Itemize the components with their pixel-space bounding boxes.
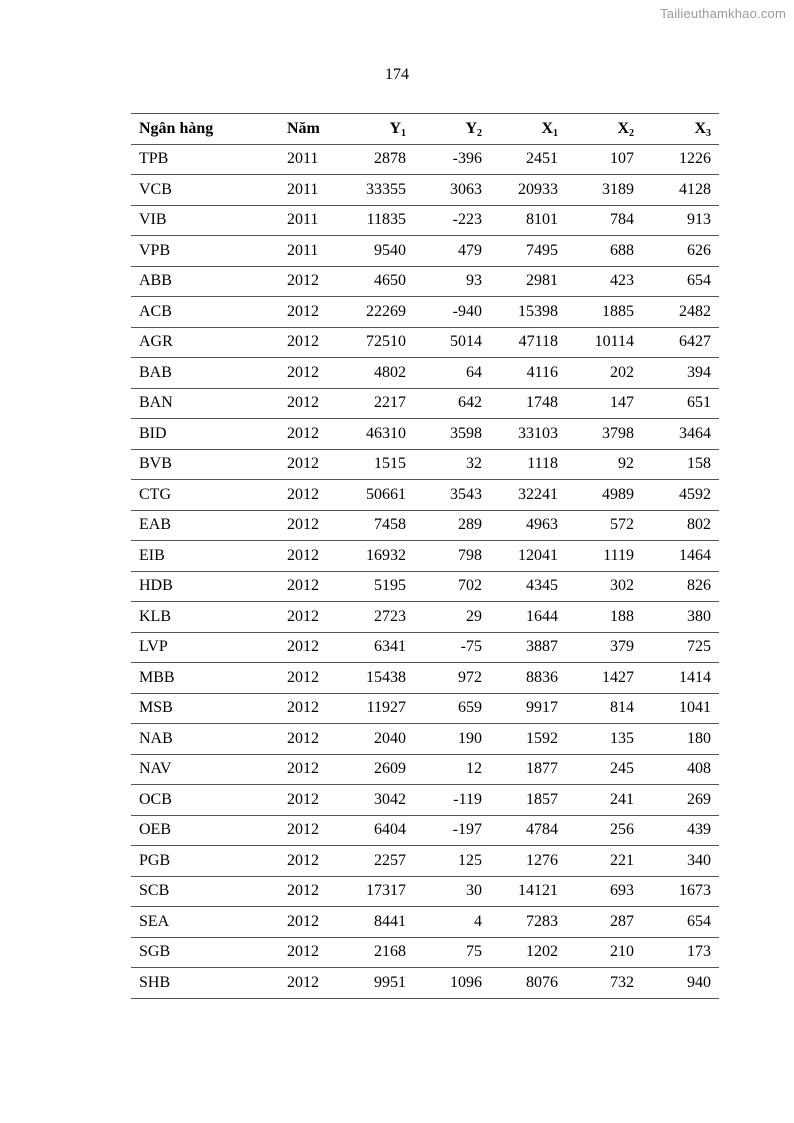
cell-x3: 802 — [642, 510, 719, 541]
cell-x2: 688 — [566, 236, 642, 267]
cell-x3: 380 — [642, 602, 719, 633]
cell-y1: 33355 — [329, 175, 414, 206]
cell-bank: BAB — [131, 358, 254, 389]
table-row — [131, 815, 719, 846]
cell-y2: 4 — [414, 907, 490, 938]
cell-x3: 173 — [642, 937, 719, 968]
cell-x3: 4592 — [642, 480, 719, 511]
cell-bank: LVP — [131, 632, 254, 663]
header-x3-sub: 3 — [706, 127, 711, 139]
cell-bank: VPB — [131, 236, 254, 267]
cell-y2: 75 — [414, 937, 490, 968]
cell-x1: 1644 — [490, 602, 566, 633]
cell-y1: 4650 — [329, 266, 414, 297]
header-y2-sub: 2 — [477, 127, 482, 139]
cell-y1: 2609 — [329, 754, 414, 785]
cell-x3: 654 — [642, 266, 719, 297]
cell-bank: VIB — [131, 205, 254, 236]
cell-year: 2012 — [254, 449, 329, 480]
cell-x3: 913 — [642, 205, 719, 236]
header-y1 — [329, 114, 414, 145]
table-row — [131, 175, 719, 206]
table-row — [131, 327, 719, 358]
table-body — [131, 144, 719, 998]
table-row — [131, 144, 719, 175]
cell-y1: 46310 — [329, 419, 414, 450]
cell-bank: ACB — [131, 297, 254, 328]
cell-x1: 2981 — [490, 266, 566, 297]
cell-x1: 15398 — [490, 297, 566, 328]
cell-x2: 4989 — [566, 480, 642, 511]
cell-bank: EIB — [131, 541, 254, 572]
cell-x2: 135 — [566, 724, 642, 755]
table-row — [131, 693, 719, 724]
cell-x2: 1119 — [566, 541, 642, 572]
cell-year: 2012 — [254, 266, 329, 297]
cell-y1: 2040 — [329, 724, 414, 755]
cell-y2: 3598 — [414, 419, 490, 450]
table-row — [131, 754, 719, 785]
cell-y2: 64 — [414, 358, 490, 389]
cell-x3: 269 — [642, 785, 719, 816]
cell-y2: -223 — [414, 205, 490, 236]
cell-y2: 5014 — [414, 327, 490, 358]
cell-x3: 3464 — [642, 419, 719, 450]
cell-x3: 340 — [642, 846, 719, 877]
cell-x1: 1877 — [490, 754, 566, 785]
cell-x3: 6427 — [642, 327, 719, 358]
cell-x1: 4963 — [490, 510, 566, 541]
cell-y2: 32 — [414, 449, 490, 480]
cell-bank: VCB — [131, 175, 254, 206]
cell-x2: 10114 — [566, 327, 642, 358]
cell-bank: OCB — [131, 785, 254, 816]
cell-bank: TPB — [131, 144, 254, 175]
table-row — [131, 480, 719, 511]
table-row — [131, 907, 719, 938]
bank-data-table — [131, 113, 719, 999]
cell-x2: 256 — [566, 815, 642, 846]
cell-year: 2012 — [254, 388, 329, 419]
cell-x1: 8101 — [490, 205, 566, 236]
table-row — [131, 968, 719, 999]
table-row — [131, 205, 719, 236]
cell-y1: 50661 — [329, 480, 414, 511]
page-number: 174 — [385, 66, 409, 83]
header-x1 — [490, 114, 566, 145]
cell-x3: 1041 — [642, 693, 719, 724]
cell-x2: 245 — [566, 754, 642, 785]
table-row — [131, 876, 719, 907]
cell-x2: 784 — [566, 205, 642, 236]
header-x2-sub: 2 — [629, 127, 634, 139]
cell-y1: 8441 — [329, 907, 414, 938]
header-x2 — [566, 114, 642, 145]
cell-bank: BID — [131, 419, 254, 450]
cell-y2: -940 — [414, 297, 490, 328]
cell-y2: -75 — [414, 632, 490, 663]
cell-x3: 725 — [642, 632, 719, 663]
cell-x2: 92 — [566, 449, 642, 480]
cell-y1: 2257 — [329, 846, 414, 877]
cell-x2: 202 — [566, 358, 642, 389]
table-row — [131, 297, 719, 328]
cell-x2: 1885 — [566, 297, 642, 328]
header-x1-base: X — [541, 119, 553, 137]
cell-year: 2012 — [254, 419, 329, 450]
cell-year: 2012 — [254, 968, 329, 999]
cell-x2: 572 — [566, 510, 642, 541]
cell-y2: 642 — [414, 388, 490, 419]
cell-x1: 1748 — [490, 388, 566, 419]
cell-year: 2012 — [254, 724, 329, 755]
cell-y2: 30 — [414, 876, 490, 907]
cell-y2: 3543 — [414, 480, 490, 511]
cell-y1: 5195 — [329, 571, 414, 602]
cell-x2: 814 — [566, 693, 642, 724]
table-row — [131, 602, 719, 633]
cell-y2: -197 — [414, 815, 490, 846]
cell-x3: 651 — [642, 388, 719, 419]
watermark: Tailieuthamkhao.com — [660, 6, 786, 21]
table-row — [131, 846, 719, 877]
cell-year: 2012 — [254, 541, 329, 572]
cell-x2: 423 — [566, 266, 642, 297]
cell-y2: 1096 — [414, 968, 490, 999]
cell-x2: 188 — [566, 602, 642, 633]
cell-year: 2011 — [254, 144, 329, 175]
table-row — [131, 236, 719, 267]
header-x2-base: X — [617, 119, 629, 137]
cell-y2: 798 — [414, 541, 490, 572]
cell-year: 2012 — [254, 510, 329, 541]
cell-y1: 2217 — [329, 388, 414, 419]
cell-x2: 287 — [566, 907, 642, 938]
cell-x2: 3189 — [566, 175, 642, 206]
cell-x3: 180 — [642, 724, 719, 755]
cell-y2: 29 — [414, 602, 490, 633]
cell-x3: 1464 — [642, 541, 719, 572]
cell-x3: 394 — [642, 358, 719, 389]
header-y2-base: Y — [465, 119, 477, 137]
header-y1-sub: 1 — [401, 127, 406, 139]
cell-bank: SEA — [131, 907, 254, 938]
cell-year: 2012 — [254, 785, 329, 816]
cell-y2: 3063 — [414, 175, 490, 206]
cell-y1: 16932 — [329, 541, 414, 572]
cell-x2: 210 — [566, 937, 642, 968]
cell-x1: 7283 — [490, 907, 566, 938]
cell-year: 2012 — [254, 846, 329, 877]
cell-y1: 9540 — [329, 236, 414, 267]
cell-x2: 147 — [566, 388, 642, 419]
cell-y1: 1515 — [329, 449, 414, 480]
cell-y1: 17317 — [329, 876, 414, 907]
cell-x3: 1414 — [642, 663, 719, 694]
table-row — [131, 388, 719, 419]
table-row — [131, 266, 719, 297]
table-row — [131, 449, 719, 480]
cell-x2: 732 — [566, 968, 642, 999]
cell-x2: 1427 — [566, 663, 642, 694]
table-row — [131, 632, 719, 663]
cell-x1: 4784 — [490, 815, 566, 846]
header-y1-base: Y — [389, 119, 401, 137]
table-header-row — [131, 114, 719, 145]
cell-bank: BAN — [131, 388, 254, 419]
cell-year: 2012 — [254, 907, 329, 938]
cell-bank: BVB — [131, 449, 254, 480]
cell-bank: OEB — [131, 815, 254, 846]
header-x1-sub: 1 — [553, 127, 558, 139]
header-bank: Ngân hàng — [131, 114, 254, 145]
cell-y1: 2878 — [329, 144, 414, 175]
cell-y1: 2168 — [329, 937, 414, 968]
cell-y1: 7458 — [329, 510, 414, 541]
cell-year: 2012 — [254, 693, 329, 724]
cell-x2: 302 — [566, 571, 642, 602]
table-row — [131, 937, 719, 968]
cell-x1: 1276 — [490, 846, 566, 877]
table-row — [131, 358, 719, 389]
cell-year: 2011 — [254, 175, 329, 206]
cell-bank: SCB — [131, 876, 254, 907]
table-row — [131, 419, 719, 450]
table-row — [131, 724, 719, 755]
cell-year: 2012 — [254, 754, 329, 785]
cell-x3: 2482 — [642, 297, 719, 328]
cell-bank: EAB — [131, 510, 254, 541]
cell-x1: 1118 — [490, 449, 566, 480]
cell-x3: 940 — [642, 968, 719, 999]
cell-y2: 479 — [414, 236, 490, 267]
table-row — [131, 785, 719, 816]
cell-y2: 190 — [414, 724, 490, 755]
cell-bank: MSB — [131, 693, 254, 724]
cell-y2: -396 — [414, 144, 490, 175]
cell-year: 2012 — [254, 937, 329, 968]
cell-bank: CTG — [131, 480, 254, 511]
cell-bank: KLB — [131, 602, 254, 633]
cell-x3: 1226 — [642, 144, 719, 175]
cell-y1: 6404 — [329, 815, 414, 846]
cell-x3: 439 — [642, 815, 719, 846]
cell-y2: -119 — [414, 785, 490, 816]
cell-y1: 4802 — [329, 358, 414, 389]
cell-y2: 289 — [414, 510, 490, 541]
cell-year: 2012 — [254, 815, 329, 846]
cell-x1: 8836 — [490, 663, 566, 694]
cell-bank: ABB — [131, 266, 254, 297]
cell-x3: 826 — [642, 571, 719, 602]
cell-y1: 3042 — [329, 785, 414, 816]
cell-bank: MBB — [131, 663, 254, 694]
cell-x1: 32241 — [490, 480, 566, 511]
cell-x2: 3798 — [566, 419, 642, 450]
cell-x1: 7495 — [490, 236, 566, 267]
cell-x1: 4116 — [490, 358, 566, 389]
cell-y1: 72510 — [329, 327, 414, 358]
cell-x1: 1592 — [490, 724, 566, 755]
cell-bank: PGB — [131, 846, 254, 877]
cell-year: 2012 — [254, 571, 329, 602]
cell-bank: SHB — [131, 968, 254, 999]
table-row — [131, 510, 719, 541]
cell-x1: 1202 — [490, 937, 566, 968]
cell-y2: 12 — [414, 754, 490, 785]
cell-x1: 20933 — [490, 175, 566, 206]
header-x3-base: X — [694, 119, 706, 137]
cell-x2: 379 — [566, 632, 642, 663]
cell-bank: SGB — [131, 937, 254, 968]
cell-y2: 972 — [414, 663, 490, 694]
cell-x1: 1857 — [490, 785, 566, 816]
cell-y2: 659 — [414, 693, 490, 724]
cell-x3: 1673 — [642, 876, 719, 907]
table-row — [131, 541, 719, 572]
cell-x2: 693 — [566, 876, 642, 907]
cell-year: 2012 — [254, 297, 329, 328]
cell-x1: 4345 — [490, 571, 566, 602]
cell-y1: 6341 — [329, 632, 414, 663]
cell-x2: 241 — [566, 785, 642, 816]
cell-x1: 14121 — [490, 876, 566, 907]
cell-year: 2011 — [254, 205, 329, 236]
cell-x1: 2451 — [490, 144, 566, 175]
cell-bank: NAB — [131, 724, 254, 755]
cell-x3: 4128 — [642, 175, 719, 206]
cell-y2: 93 — [414, 266, 490, 297]
cell-y1: 9951 — [329, 968, 414, 999]
cell-year: 2012 — [254, 602, 329, 633]
cell-y1: 15438 — [329, 663, 414, 694]
cell-bank: NAV — [131, 754, 254, 785]
cell-year: 2012 — [254, 327, 329, 358]
cell-year: 2011 — [254, 236, 329, 267]
cell-y2: 702 — [414, 571, 490, 602]
cell-x1: 47118 — [490, 327, 566, 358]
header-x3 — [642, 114, 719, 145]
cell-y1: 22269 — [329, 297, 414, 328]
table-row — [131, 571, 719, 602]
cell-x3: 626 — [642, 236, 719, 267]
cell-x2: 107 — [566, 144, 642, 175]
cell-y1: 11927 — [329, 693, 414, 724]
cell-bank: AGR — [131, 327, 254, 358]
cell-x3: 408 — [642, 754, 719, 785]
cell-x2: 221 — [566, 846, 642, 877]
cell-x1: 12041 — [490, 541, 566, 572]
cell-y2: 125 — [414, 846, 490, 877]
header-year: Năm — [254, 114, 329, 145]
header-y2 — [414, 114, 490, 145]
cell-bank: HDB — [131, 571, 254, 602]
cell-year: 2012 — [254, 480, 329, 511]
cell-year: 2012 — [254, 663, 329, 694]
cell-x1: 9917 — [490, 693, 566, 724]
table-row — [131, 663, 719, 694]
cell-x1: 3887 — [490, 632, 566, 663]
cell-y1: 11835 — [329, 205, 414, 236]
cell-year: 2012 — [254, 358, 329, 389]
cell-x1: 8076 — [490, 968, 566, 999]
cell-x3: 158 — [642, 449, 719, 480]
cell-x1: 33103 — [490, 419, 566, 450]
cell-y1: 2723 — [329, 602, 414, 633]
cell-year: 2012 — [254, 876, 329, 907]
cell-year: 2012 — [254, 632, 329, 663]
cell-x3: 654 — [642, 907, 719, 938]
